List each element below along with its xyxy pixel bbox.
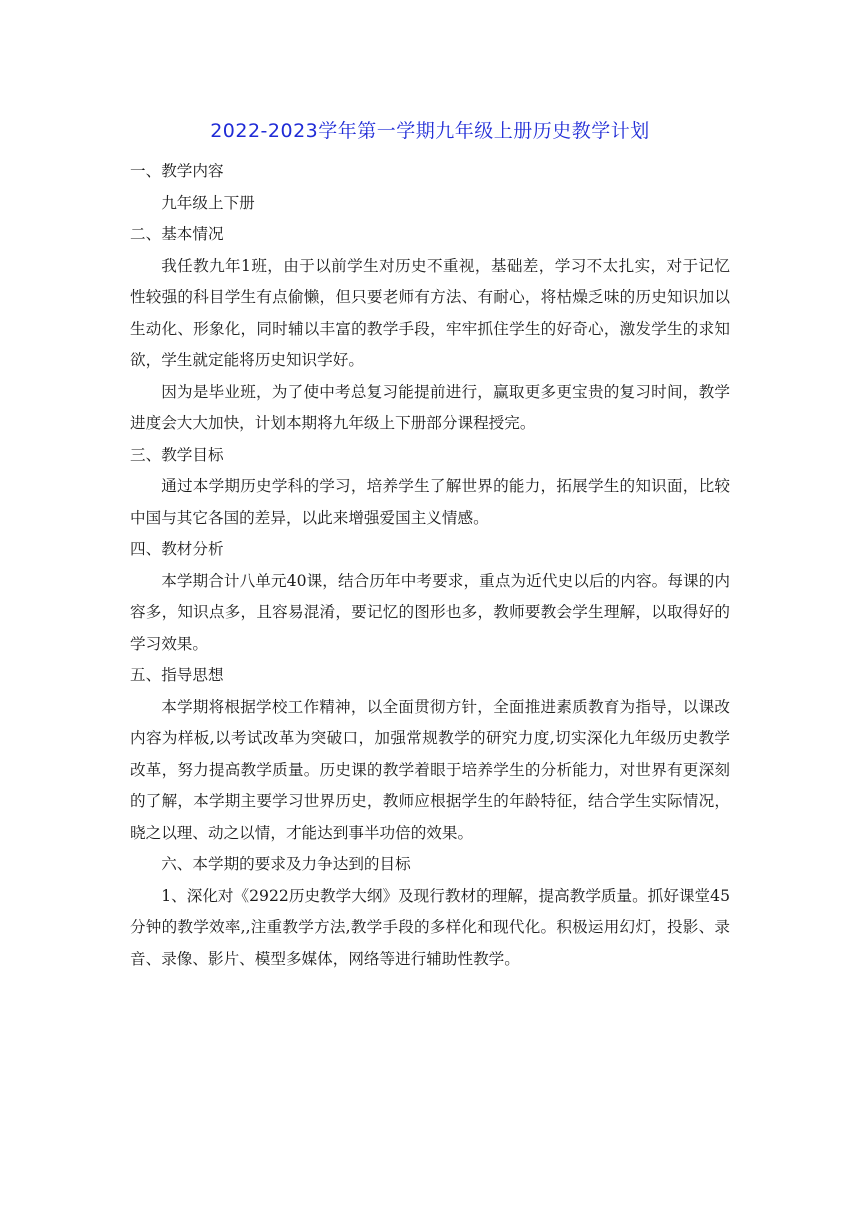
section-heading-goals: 三、教学目标 xyxy=(130,445,224,464)
section-heading-textbook: 四、教材分析 xyxy=(130,540,224,558)
document-title: 2022-2023学年第一学期九年级上册历史教学计划 xyxy=(210,120,650,142)
paragraph-situation-1: 我任教九年1班，由于以前学生对历史不重视，基础差，学习不太扎实，对于记忆性较强的科目学生有点偷懒，但只要老师有方法、有耐心，将枯燥乏味的历史知识加以生动化、形象化，同时辅以丰富的教学手段，牢牢抓住学生的好奇心，激发学生的求知欲，学生就定能将历史知识学好。 xyxy=(130,256,730,369)
paragraph-situation-2: 因为是毕业班，为了使中考总复习能提前进行，赢取更多更宝贵的复习时间，教学进度会大大加快，计划本期将九年级上下册部分课程授完。 xyxy=(130,382,730,432)
section-heading-requirements: 六、本学期的要求及力争达到的目标 xyxy=(161,855,411,873)
paragraph-textbook: 本学期合计八单元40课，结合历年中考要求，重点为近代史以后的内容。每课的内容多，知识点多，且容易混淆，要记忆的图形也多，教师要教会学生理解，以取得好的学习效果。 xyxy=(130,571,730,653)
document-body xyxy=(130,156,730,975)
paragraph-requirements-1: 1、深化对《2922历史教学大纲》及现行教材的理解，提高教学质量。抓好课堂45分钟的教学效率,,注重教学方法,教学手段的多样化和现代化。积极运用幻灯，投影、录音、录像、影片、模型多媒体，网络等进行辅助性教学。 xyxy=(130,886,730,968)
section-heading-situation: 二、基本情况 xyxy=(130,225,224,243)
paragraph-guidance: 本学期将根据学校工作精神，以全面贯彻方针，全面推进素质教育为指导，以课改内容为样板,以考试改革为突破口，加强常规教学的研究力度,切实深化九年级历史教学改革，努力提高教学质量。历史课的教学着眼于培养学生的分析能力，对世界有更深刻的了解，本学期主要学习世界历史，教师应根据学生的年龄特征，结合学生实际情况，晓之以理、动之以情，才能达到事半功倍的效果。 xyxy=(130,697,730,842)
section-heading-guidance: 五、指导思想 xyxy=(130,666,224,684)
section-text-content: 九年级上下册 xyxy=(161,193,255,212)
paragraph-goals: 通过本学期历史学科的学习，培养学生了解世界的能力，拓展学生的知识面，比较中国与其它各国的差异，以此来增强爱国主义情感。 xyxy=(130,477,730,527)
section-heading-content: 一、教学内容 xyxy=(130,162,224,180)
